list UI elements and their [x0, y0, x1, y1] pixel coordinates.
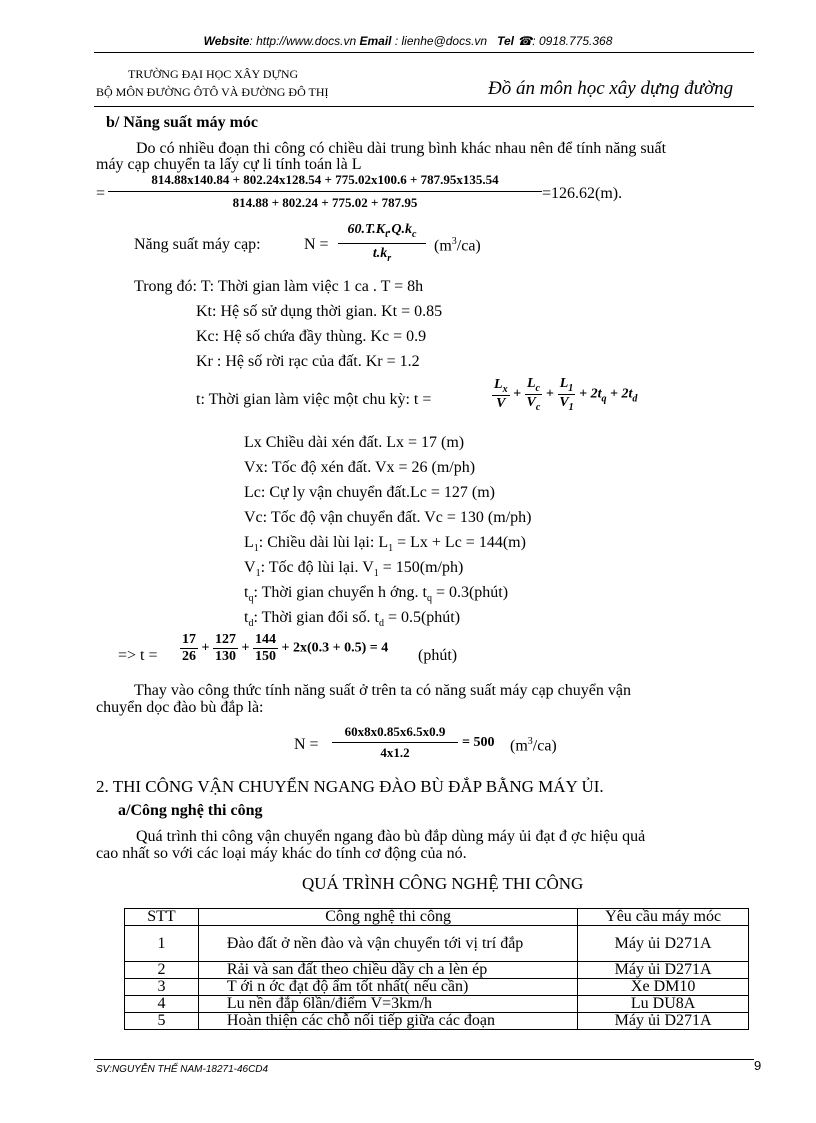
row-process: Đào đất ở nền đào và vận chuyển tới vị trí đắp	[198, 926, 577, 962]
intro-line-2: máy cạp chuyển ta lấy cự li tính toán là L	[96, 156, 362, 173]
page-number: 9	[754, 1058, 762, 1073]
footer-rule	[94, 1059, 754, 1060]
final-result: = 500	[462, 735, 495, 750]
row-machine: Máy ủi D271A	[578, 1013, 749, 1030]
header-stt: STT	[125, 909, 199, 926]
def-lx: Lx Chiều dài xén đất. Lx = 17 (m)	[244, 434, 465, 451]
n-numerator: $60.T.K_t.Q.k_c$	[347, 222, 417, 240]
sub-line-2: chuyển dọc đào bù đắp là:	[96, 699, 264, 716]
row-machine: Xe DM10	[578, 979, 749, 996]
t-formula: $\frac{L_x}{V}$ + $\frac{L_c}{V_c}$ + $\frac{L_1}{V_1}$ + $2t_q + 2t_d$	[494, 376, 638, 413]
row-process: T ới n ớc đạt độ ẩm tốt nhất( nếu cần)	[198, 979, 577, 996]
row-stt: 1	[125, 926, 199, 962]
tel-label: Tel	[497, 34, 514, 48]
website-label: Website	[203, 34, 250, 48]
def-kt: Kt: Hệ số sử dụng thời gian. Kt = 0.85	[196, 303, 443, 320]
def-T: Trong đó: T: Thời gian làm việc 1 ca . T = 8h	[134, 278, 424, 295]
section-2-subheading: a/Công nghệ thi công	[118, 802, 263, 819]
def-kc: Kc: Hệ số chứa đầy thùng. Kc = 0.9	[196, 328, 427, 345]
process-table	[124, 908, 749, 1030]
n-unit: $(m^3/ca)$	[434, 236, 481, 255]
final-fraction-bar	[332, 742, 458, 743]
section-b-heading: b/ Năng suất máy móc	[106, 114, 259, 131]
def-td: $t_d$: Thời gian đổi số. $t_d$ = 0.5(phút)	[244, 609, 461, 630]
def-kr: Kr : Hệ số rời rạc của đất. Kr = 1.2	[196, 353, 420, 370]
table-row	[125, 962, 749, 979]
row-stt: 3	[125, 979, 199, 996]
def-v1: $V_1$: Tốc độ lùi lại. $V_1 = 150(m/ph)$	[244, 559, 464, 580]
def-lc: Lc: Cự ly vận chuyển đất.Lc = 127 (m)	[244, 484, 495, 501]
top-rule	[94, 52, 754, 53]
calc-formula: $\frac{17}{26}$ + $\frac{127}{130}$ + $\frac{144}{150}$ + 2x(0.3 + 0.5) = 4	[182, 632, 389, 664]
table-row	[125, 1013, 749, 1030]
n-fraction-bar	[338, 243, 426, 244]
email-address[interactable]: : lienhe@docs.vn	[394, 34, 488, 48]
row-stt: 4	[125, 996, 199, 1013]
document-title: Đồ án môn học xây dựng đường	[488, 78, 734, 99]
def-vx: Vx: Tốc độ xén đất. Vx = 26 (m/ph)	[244, 459, 476, 476]
section-2-para-1: Quá trình thi công vận chuyển ngang đào bù đắp dùng máy ủi đạt đ ợc hiệu quả	[136, 828, 646, 845]
calc-prefix: => t =	[118, 647, 158, 664]
website-url[interactable]: : http://www.docs.vn	[249, 34, 357, 48]
def-vc: Vc: Tốc độ vận chuyển đất. Vc = 130 (m/ph)	[244, 509, 532, 526]
row-stt: 5	[125, 1013, 199, 1030]
section-2-heading: 2. THI CÔNG VẬN CHUYỂN NGANG ĐÀO BÙ ĐẮP BẰNG MÁY ỦI.	[96, 777, 604, 796]
header-rule	[94, 106, 754, 107]
l-denominator: 814.88 + 802.24 + 775.02 + 787.95	[232, 195, 418, 210]
row-process: Hoàn thiện các chỗ nối tiếp giữa các đoạn	[198, 1013, 577, 1030]
header-machine: Yêu cầu máy móc	[578, 909, 749, 926]
t-label: t: Thời gian làm việc một chu kỳ: t =	[196, 391, 432, 408]
final-denominator: 4x1.2	[380, 745, 410, 760]
footer-author: SV:NGUYỄN THẾ NAM-18271-46CD4	[96, 1064, 269, 1075]
table-row	[125, 926, 749, 962]
phone-icon: ☎	[517, 34, 533, 48]
l-prefix: =	[96, 185, 106, 202]
department-name: BỘ MÔN ĐƯỜNG ÔTÔ VÀ ĐƯỜNG ĐÔ THỊ	[96, 85, 329, 99]
website-bar	[0, 34, 816, 48]
section-2-para-2: cao nhất so với các loại máy khác do tính cơ động của nó.	[96, 845, 467, 862]
row-machine: Lu DU8A	[578, 996, 749, 1013]
l-numerator: 814.88x140.84 + 802.24x128.54 + 775.02x100.6 + 787.95x135.54	[151, 172, 499, 187]
n-label: Năng suất máy cạp:	[134, 236, 261, 253]
row-process: Rải và san đất theo chiều dầy ch a lèn ép	[198, 962, 577, 979]
l-fraction-bar	[108, 191, 542, 192]
def-l1: $L_1$: Chiều dài lùi lại: $L_1 = Lx + Lc = 144(m)$	[244, 534, 526, 555]
row-machine: Máy ủi D271A	[578, 962, 749, 979]
tel-value: : 0918.775.368	[532, 34, 613, 48]
n-denominator: $t.k_r$	[372, 246, 392, 264]
table-row	[125, 996, 749, 1013]
header-process: Công nghệ thi công	[198, 909, 577, 926]
email-label: Email	[359, 34, 392, 48]
row-process: Lu nền đắp 6lần/điểm V=3km/h	[198, 996, 577, 1013]
row-stt: 2	[125, 962, 199, 979]
table-header-row	[125, 909, 749, 926]
intro-line-1: Do có nhiều đoạn thi công có chiều dài trung bình khác nhau nên để tính năng suất	[136, 140, 667, 157]
final-unit: $(m^3/ca)$	[510, 736, 557, 755]
calc-unit: (phút)	[418, 647, 458, 664]
school-name: TRƯỜNG ĐẠI HỌC XÂY DỰNG	[128, 67, 299, 81]
row-machine: Máy ủi D271A	[578, 926, 749, 962]
final-numerator: 60x8x0.85x6.5x0.9	[344, 724, 446, 739]
def-tq: $t_q$: Thời gian chuyển h ớng. $t_q$ = 0.3(phút)	[244, 584, 509, 605]
sub-line-1: Thay vào công thức tính năng suất ở trên ta có năng suất máy cạp chuyển vận	[134, 682, 631, 699]
final-eq: N =	[294, 736, 319, 753]
n-eq: N =	[304, 236, 329, 253]
table-title: QUÁ TRÌNH CÔNG NGHỆ THI CÔNG	[302, 874, 584, 893]
l-result: =126.62(m).	[542, 185, 623, 202]
table-row	[125, 979, 749, 996]
